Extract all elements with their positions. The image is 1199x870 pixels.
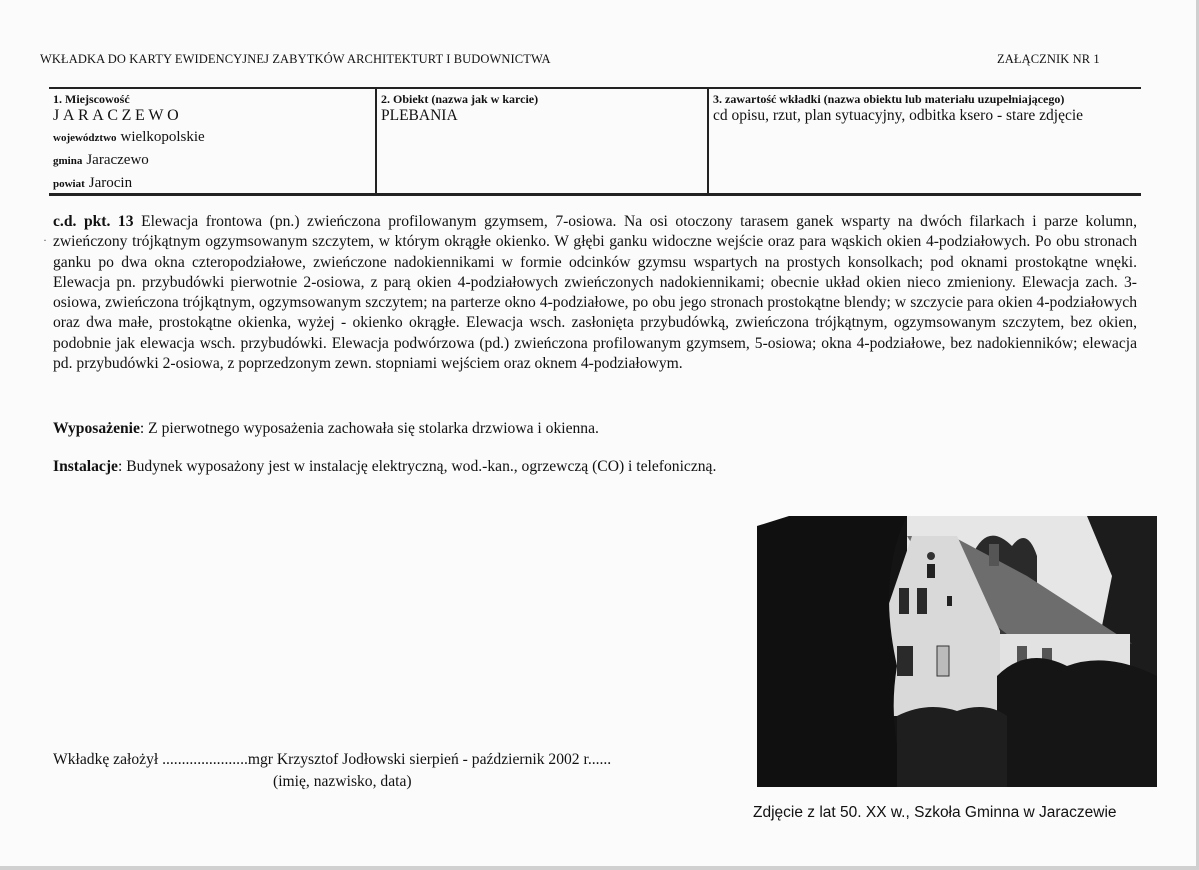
equipment-paragraph [53,420,599,438]
installations-paragraph [53,458,716,476]
gmina-value: Jaraczewo [86,152,149,168]
contents-value: cd opisu, rzut, plan sytuacyjny, odbitka ksero - stare zdjęcie [713,107,1084,124]
header-table [49,87,1141,196]
gmina-label: gmina [53,155,83,167]
locality-name: JARACZEWO [53,107,183,124]
powiat-row [53,172,371,195]
document-title: WKŁADKA DO KARTY EWIDENCYJNEJ ZABYTKÓW ARCHITEKTURT I BUDOWNICTWA [40,52,551,66]
signature-subtext: (imię, nazwisko, data) [273,773,412,790]
voivodeship-value: wielkopolskie [120,129,205,145]
object-cell [377,89,709,193]
locality-cell [49,89,377,193]
voivodeship-label: województwo [53,132,117,144]
installations-label: Instalacje [53,458,118,475]
speck-mark: · [43,233,47,247]
voivodeship-row [53,126,371,149]
signature-line: Wkładkę założył ......................mgr Krzysztof Jodłowski sierpień - październik 2002 r...... [53,751,612,768]
equipment-label: Wyposażenie [53,420,140,437]
installations-text: : Budynek wyposażony jest w instalację elektryczną, wod.-kan., ogrzewczą (CO) i telefoniczną. [117,458,717,475]
historic-photo [757,516,1157,787]
object-title: 2. Obiekt (nazwa jak w karcie) [381,92,539,106]
locality-title: 1. Miejscowość [53,92,130,106]
attachment-number: ZAŁĄCZNIK NR 1 [997,52,1100,66]
description-text: Elewacja frontowa (pn.) zwieńczona profilowanym gzymsem, 7-osiowa. Na osi otoczony tarasem ganek wsparty na dwóch filarkach i parze kolumn, zwieńczony trójkątnym ogzymsowanym szczytem, w którym okrągłe okienko. W głębi ganku widoczne wejście oraz para wąskich okien 4-podziałowych. Po obu stronach ganku po dwa okna czteropodziałowe, zwieńczone nadokiennikami w formie odcinków gzymsu wspartych na prostych konsolkach; pod oknami prostokątne wnęki. Elewacja pn. przybudówki pierwotnie 2-osiowa, z parą okien 4-podziałowych zwieńczonych nadokiennikami; obecnie układ okien nieco zmieniony. Elewacja zach. 3-osiowa, zwieńczona trójkątnym, ogzymsowanym szczytem; na parterze okno 4-podziałowe, po obu jego stronach prostokątne blendy; w szczycie para okien 4-podziałowych oraz dwa małe, prostokątne okienka, wyżej - okienko okrągłe. Elewacja wsch. zasłonięta przybudówką, zwieńczona trójkątnym, ogzymsowanym szczytem, bez okien, podobnie jak elewacja wsch. przybudówki. Elewacja podwórzowa (pd.) zwieńczona profilowanym gzymsem, 5-osiowa; okna 4-podziałowe, bez nadokienników; elewacja pd. przybudówki 2-osiowa, z poprzedzonym zewn. stopniami wejściem oraz oknem 4-podziałowym. [53,213,1137,373]
gmina-row [53,149,371,172]
description-lead: c.d. pkt. 13 [53,213,134,230]
contents-cell [709,89,1141,193]
powiat-label: powiat [53,178,85,190]
powiat-value: Jarocin [88,175,133,191]
object-value: PLEBANIA [381,107,458,124]
equipment-text: : Z pierwotnego wyposażenia zachowała się stolarka drzwiowa i okienna. [139,420,599,437]
photo-illustration [757,516,1157,787]
contents-title: 3. zawartość wkładki (nazwa obiektu lub materiału uzupełniającego) [713,92,1065,106]
description-paragraph [53,212,1137,374]
photo-caption: Zdjęcie z lat 50. XX w., Szkoła Gminna w Jaraczewie [753,804,1117,821]
